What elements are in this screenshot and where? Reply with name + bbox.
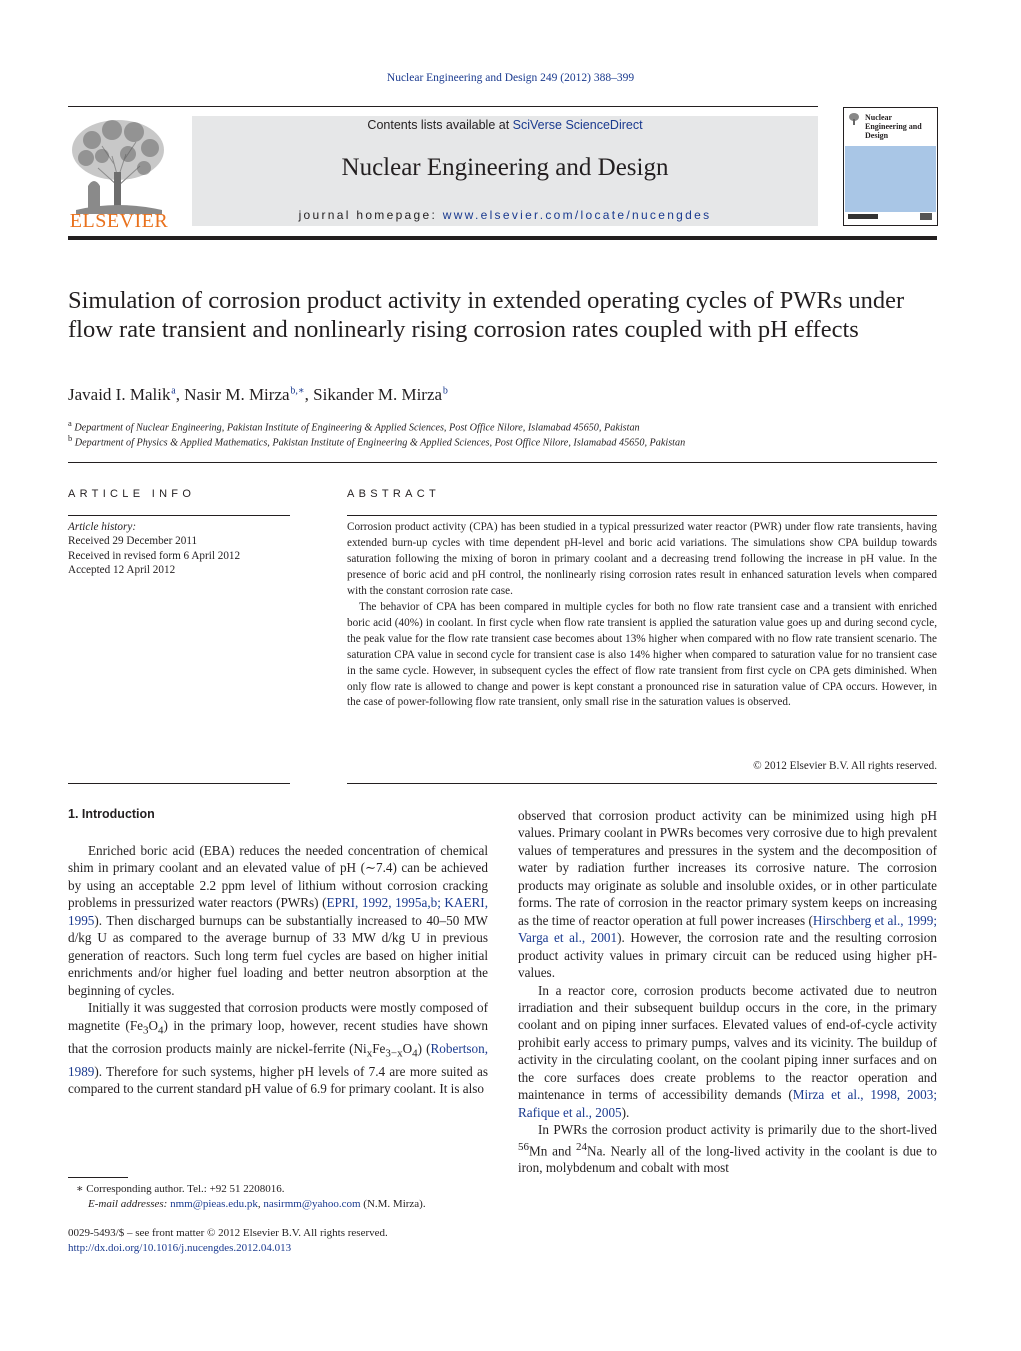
body-column-left — [68, 842, 488, 1098]
revised-date: Received in revised form 6 April 2012 — [68, 549, 241, 562]
article-info-bottom-rule — [68, 783, 290, 784]
accepted-date: Accepted 12 April 2012 — [68, 563, 176, 576]
body-paragraph: Initially it was suggested that corrosion products were mostly composed of magnetite $(Fe_3O_4)$ in the primary loop, however, recent studies have shown that the corrosion products mainly are nickel-ferrite $(Ni_xFe_{3-x}O_4)$ (Robertson, 1989). Therefore for such systems, higher pH levels of 7.4 are more suited as compared to the current standard pH value of 6.9 for primary coolant. It is also — [68, 1000, 489, 1097]
received-date: Received 29 December 2011 — [68, 535, 198, 548]
affiliation-a — [68, 418, 640, 433]
cover-publisher-mark — [920, 213, 932, 220]
footnote-rule — [68, 1177, 128, 1178]
elsevier-logo — [68, 116, 170, 230]
cover-tree-icon — [848, 112, 860, 126]
author-affiliation-mark[interactable]: a — [171, 385, 176, 397]
cover-footer-mark — [848, 214, 878, 219]
affiliation-mark: a — [68, 418, 72, 428]
journal-title: Nuclear Engineering and Design — [341, 154, 669, 181]
affiliation-text: Department of Physics & Applied Mathematics, Pakistan Institute of Engineering & Applied Sciences, Post Office Nilore, Islamabad 45650, Pakistan — [74, 437, 686, 449]
author-affiliation-mark[interactable]: b,∗ — [290, 385, 305, 397]
article-title: Simulation of corrosion product activity in extended operating cycles of PWRs under flow rate transient and nonlinearly rising corrosion rates coupled with pH effects — [68, 287, 905, 343]
title-rule — [68, 462, 937, 463]
email-note: E-mail addresses: nmm@pieas.edu.pk, nasirmm@yahoo.com (N.M. Mirza). — [88, 1197, 426, 1210]
abstract-heading: ABSTRACT — [347, 488, 441, 500]
author-separator: , — [175, 385, 185, 404]
body-column-right — [518, 807, 937, 1177]
article-info-heading: ARTICLE INFO — [68, 488, 196, 500]
author-name: Nasir M. Mirza — [184, 385, 290, 404]
cover-title: Nuclear Engineering and Design — [865, 113, 922, 140]
header-thick-rule — [68, 236, 937, 240]
article-info-rule — [68, 515, 290, 516]
contents-line — [192, 118, 818, 132]
email-link[interactable]: nasirmm@yahoo.com — [263, 1197, 361, 1210]
sciencedirect-link[interactable]: SciVerse ScienceDirect — [512, 118, 643, 132]
body-paragraph: Enriched boric acid (EBA) reduces the needed concentration of chemical shim in primary coolant and an elevated value of pH (∼7.4) can be achieved by using an acceptable 2.2 ppm level of lithium without corrosion cracking problems in pressurized water reactors (PWRs) (EPRI, 1992, 1995a,b; KAERI, 1995). Then discharged burnups can be substantially increased to 40–50 MW d/kg U as compared to the average burnup of 33 MW d/kg U in previous generation of reactors. Such long term fuel cycles are based on higher initial enrichments and/or higher fuel loading and better neutron absorption at the beginning of cycles. — [68, 843, 488, 998]
author-name: Javaid I. Malik — [68, 385, 171, 404]
journal-homepage — [192, 208, 818, 222]
citation-link[interactable]: Hirschberg et al., 1999; Varga et al., 2001 — [518, 912, 937, 946]
author-affiliation-mark[interactable]: b — [442, 385, 448, 397]
body-paragraph: observed that corrosion product activity can be minimized using high pH values. Primary coolant in PWRs becomes very corrosive due to high prevalent values of temperatures and pressures in the system and the decomposition of water by radiation further increases its corrosive nature. The corrosion products may originate as soluble and insoluble oxides, or in other particulate forms. The rate of corrosion in the reactor primary system keeps on increasing as the time of reactor operation at full power increases (Hirschberg et al., 1999; Varga et al., 2001). However, the corrosion rate and the resulting corrosion product activity values in primary circuit can be reduced using higher pH-values. — [518, 808, 937, 981]
corresponding-author-note: ∗ Corresponding author. Tel.: +92 51 2208016. — [76, 1183, 285, 1195]
header-rule — [68, 106, 818, 107]
doi-link[interactable]: http://dx.doi.org/10.1016/j.nucengdes.2012.04.013 — [68, 1242, 292, 1254]
citation-link[interactable]: Mirza et al., 1998, 2003; Rafique et al., 2005 — [518, 1087, 937, 1120]
email-link[interactable]: nmm@pieas.edu.pk — [170, 1197, 258, 1210]
journal-cover-thumbnail[interactable] — [843, 107, 938, 226]
history-label: Article history: — [68, 521, 137, 533]
section-heading: 1. Introduction — [68, 807, 155, 821]
issn-footer — [68, 1226, 388, 1256]
author-list — [68, 385, 448, 405]
abstract-rule — [347, 515, 937, 516]
publisher-logo-text: ELSEVIER — [69, 210, 169, 232]
cover-header — [844, 108, 937, 144]
journal-banner — [192, 116, 818, 226]
citation-link[interactable]: Robertson, 1989 — [68, 1040, 488, 1079]
contents-prefix: Contents lists available at — [367, 118, 513, 132]
abstract-paragraph: Corrosion product activity (CPA) has been studied in a typical pressurized water reactor (PWR) under flow rate transients, having extended burn-up cycles with time dependent pH-level and boric acid variations. The simulations show CPA buildup towards saturation following the mixing of boron in primary coolant and a decreasing trend following the increase in pH value. In the presence of boric acid and pH control, the nonlinearly rising corrosion rates result in enhanced saturation levels when compared with the constant corrosion rate case. — [347, 521, 937, 597]
email-label: E-mail addresses: — [88, 1197, 168, 1210]
affiliation-b — [68, 433, 685, 448]
homepage-prefix: journal homepage: — [298, 208, 443, 222]
issn-line: 0029-5493/$ – see front matter © 2012 Elsevier B.V. All rights reserved. — [68, 1227, 388, 1239]
footnotes — [76, 1182, 426, 1211]
author-separator: , — [304, 385, 314, 404]
cover-image — [845, 146, 936, 212]
body-paragraph: In PWRs the corrosion product activity is primarily due to the short-lived $^{56}$Mn and $^{24}$Na. Nearly all of the long-lived activity in the coolant is due to iron, molybdenum and cobalt with most — [518, 1122, 937, 1176]
copyright-notice: © 2012 Elsevier B.V. All rights reserved. — [753, 760, 937, 772]
abstract-paragraph: The behavior of CPA has been compared in multiple cycles for both no flow rate transient case and a transient with enriched boric acid (40%) in coolant. In first cycle when flow rate transient is applied the saturation value goes up and during second cycle, the peak value for the flow rate transient case becomes about 13% higher when compared with no flow rate transient scenario. The saturation CPA value in second cycle for transient case is also 14% higher when compared to saturation value for no transient case in the same cycle. However, in subsequent cycles the effect of flow rate transient from first cycle on CPA gets diminished. When only flow rate is allowed to change and power is kept constant a pronounced rise in saturation value of CPA occurs. However, in the case of power-following flow rate transient, only small rise in the saturation values is observed. — [347, 600, 937, 709]
affiliation-mark: b — [68, 433, 73, 443]
affiliation-text: Department of Nuclear Engineering, Pakistan Institute of Engineering & Applied Sciences, Post Office Nilore, Islamabad 45650, Pakistan — [74, 422, 640, 434]
abstract-body — [347, 520, 937, 711]
author-name: Sikander M. Mirza — [313, 385, 443, 404]
journal-citation[interactable]: Nuclear Engineering and Design 249 (2012) 388–399 — [386, 72, 635, 84]
homepage-link[interactable]: www.elsevier.com/locate/nucengdes — [442, 208, 712, 222]
abstract-bottom-rule — [347, 783, 937, 784]
citation-link[interactable]: EPRI, 1992, 1995a,b; KAERI, 1995 — [68, 895, 488, 928]
email-separator: , — [257, 1197, 264, 1210]
article-history — [68, 520, 240, 577]
body-paragraph: In a reactor core, corrosion products become activated due to neutron irradiation and their subsequent buildup occurs in the core, in the primary coolant and on piping inner surfaces. Elevated values of end-of-cycle activity prohibit early access to primary pumps, valves and its vicinity. The buildup of activity in the circulating coolant, on the coolant piping inner surfaces and on the core surfaces does create problems to the reactor operation and maintenance in terms of accessibility demands (Mirza et al., 1998, 2003; Rafique et al., 2005). — [518, 982, 937, 1120]
